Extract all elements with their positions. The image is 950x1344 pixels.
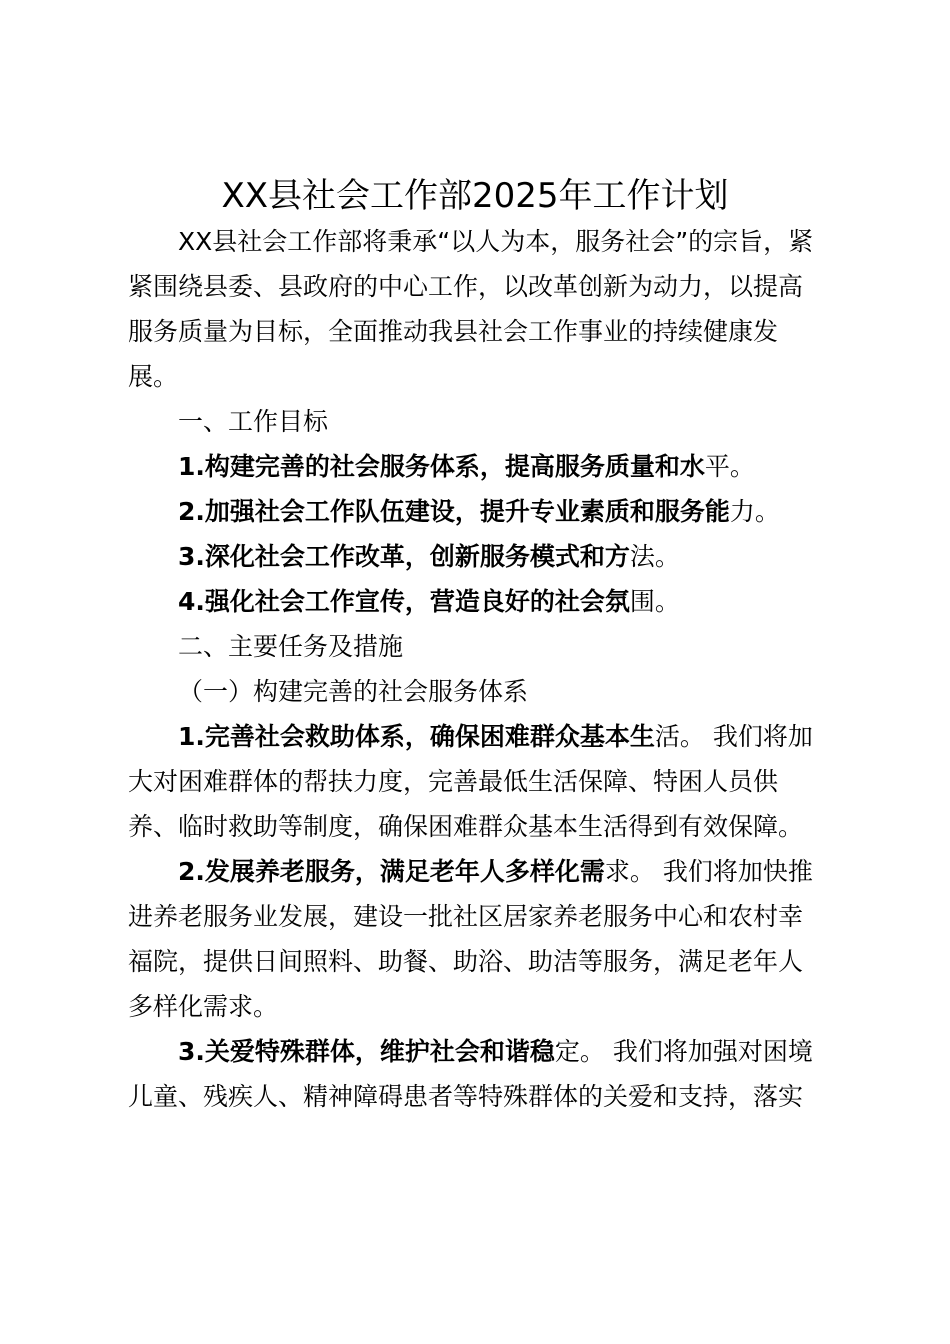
goal-item [178,447,755,487]
task-bold-text: 2.发展养老服务，满足老年人多样化需 [178,857,605,886]
goal-item [178,582,680,622]
goal-rest-text: 法。 [629,542,680,571]
intro-line: 服务质量为目标，全面推动我县社会工作事业的持续健康发 [128,317,779,346]
goal-rest-text: 围。 [629,587,680,616]
goal-item [178,537,680,577]
intro-line: 展。 [128,362,179,391]
task-first-line [178,1032,813,1072]
section-heading-goals: 一、工作目标 [178,407,329,436]
task-rest-text: 定。 我们将加强对困境 [554,1037,813,1066]
task-bold-text: 3.关爱特殊群体，维护社会和谐稳 [178,1037,555,1066]
section-heading-tasks: 二、主要任务及措施 [178,632,404,661]
task-line: 大对困难群体的帮扶力度，完善最低生活保障、特困人员供 [128,767,779,796]
goal-rest-text: 平。 [704,452,755,481]
task-first-line [178,852,813,892]
task-line: 养、临时救助等制度，确保困难群众基本生活得到有效保障。 [128,812,804,841]
task-rest-text: 求。 我们将加快推 [604,857,813,886]
task-bold-text: 1.完善社会救助体系，确保困难群众基本生 [178,722,655,751]
task-line: 多样化需求。 [128,992,279,1021]
goal-bold-text: 2.加强社会工作队伍建设，提升专业素质和服务能 [178,497,730,526]
page-title: XX县社会工作部2025年工作计划 [221,176,729,216]
goal-rest-text: 力。 [729,497,780,526]
task-first-line [178,717,813,757]
intro-line: XX县社会工作部将秉承“以人为本，服务社会”的宗旨，紧 [178,227,814,256]
intro-line: 紧围绕县委、县政府的中心工作，以改革创新为动力，以提高 [128,272,804,301]
subsection-heading: （一）构建完善的社会服务体系 [178,677,529,706]
task-line: 儿童、残疾人、精神障碍患者等特殊群体的关爱和支持，落实 [128,1082,804,1111]
goal-bold-text: 1.构建完善的社会服务体系，提高服务质量和水 [178,452,705,481]
goal-bold-text: 3.深化社会工作改革，创新服务模式和方 [178,542,630,571]
task-line: 进养老服务业发展，建设一批社区居家养老服务中心和农村幸 [128,902,804,931]
task-rest-text: 活。 我们将加 [654,722,813,751]
goal-item [178,492,780,532]
goal-bold-text: 4.强化社会工作宣传，营造良好的社会氛 [178,587,630,616]
task-line: 福院，提供日间照料、助餐、助浴、助洁等服务，满足老年人 [128,947,804,976]
